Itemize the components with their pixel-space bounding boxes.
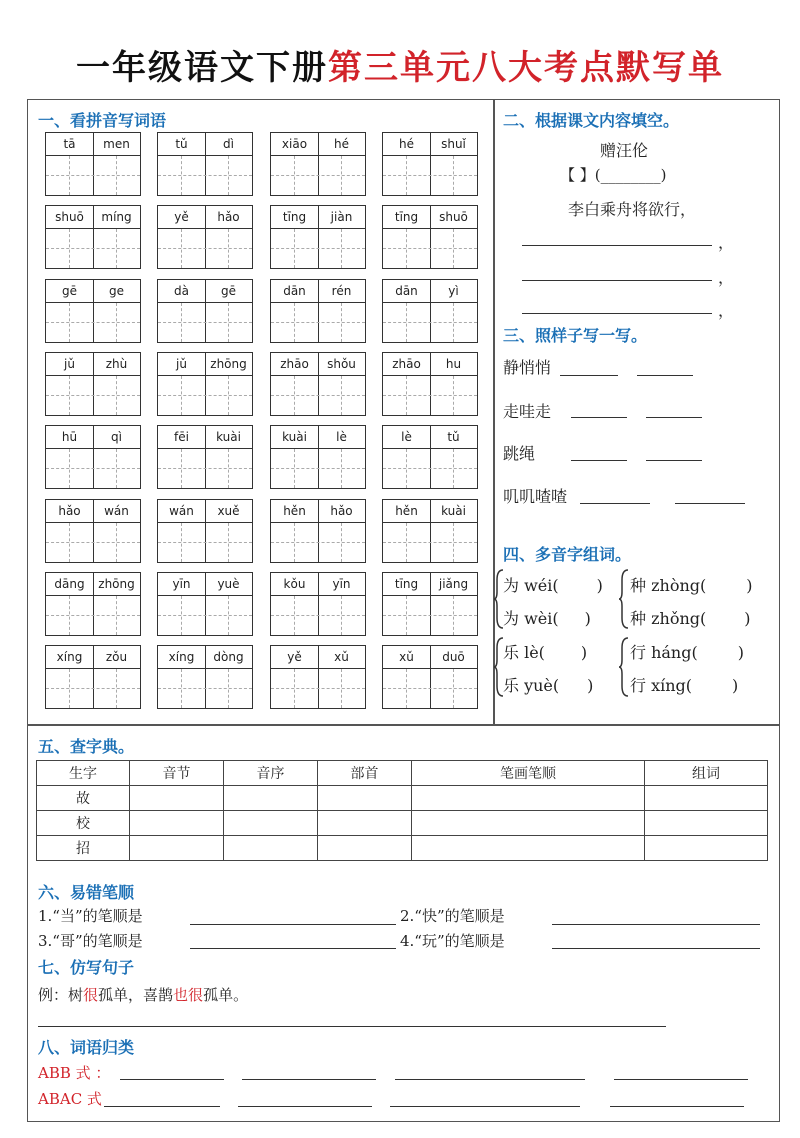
pinyin-syllable: yīn — [318, 573, 365, 596]
polyphone-right-4: 行 xíng( ) — [630, 676, 739, 695]
answer-cell[interactable] — [412, 786, 645, 811]
word-writing-box[interactable] — [157, 645, 253, 709]
pinyin-syllable: xíng — [158, 646, 206, 669]
pinyin-syllable: tǔ — [158, 133, 206, 156]
guide-line — [453, 303, 454, 342]
abb-blank-3[interactable] — [395, 1079, 585, 1080]
poem-blank-4[interactable] — [522, 313, 712, 314]
guide-line — [116, 449, 117, 488]
pinyin-syllable: hu — [430, 353, 477, 376]
abb-label: ABB 式 ： — [38, 1064, 111, 1082]
pinyin-syllable: hěn — [271, 500, 319, 523]
example-item-3: 跳绳 — [503, 444, 536, 463]
guide-line — [271, 395, 365, 396]
guide-line — [228, 669, 229, 708]
pinyin-syllable: yīn — [158, 573, 206, 596]
guide-line — [46, 395, 140, 396]
pinyin-syllable: tǔ — [430, 426, 477, 449]
col-header: 部首 — [318, 761, 412, 786]
guide-line — [453, 449, 454, 488]
example-item-4: 叽叽喳喳 — [503, 487, 568, 506]
guide-line — [406, 376, 407, 415]
answer-cell[interactable] — [130, 811, 224, 836]
comma-2: ， — [718, 233, 735, 252]
table-row — [37, 786, 768, 811]
pinyin-syllable: hǎo — [46, 500, 94, 523]
pinyin-syllable: dòng — [205, 646, 252, 669]
pinyin-syllable: jiǎng — [430, 573, 477, 596]
col-header: 组词 — [645, 761, 768, 786]
guide-line — [341, 669, 342, 708]
pinyin-syllable: hé — [318, 133, 365, 156]
word-writing-box[interactable] — [45, 132, 141, 196]
pinyin-syllable: dān — [383, 280, 431, 303]
guide-line — [181, 229, 182, 268]
guide-line — [406, 523, 407, 562]
word-writing-box[interactable] — [382, 425, 478, 489]
col-header: 生字 — [37, 761, 130, 786]
blank-3-1a[interactable] — [560, 375, 618, 376]
word-writing-box[interactable] — [382, 572, 478, 636]
word-writing-box[interactable] — [382, 132, 478, 196]
guide-line — [69, 523, 70, 562]
guide-line — [341, 156, 342, 195]
guide-line — [406, 669, 407, 708]
guide-line — [228, 229, 229, 268]
answer-cell[interactable] — [412, 836, 645, 861]
answer-cell[interactable] — [412, 811, 645, 836]
abac-blank-1[interactable] — [104, 1106, 220, 1107]
pinyin-syllable: men — [93, 133, 140, 156]
section-5-heading: 五、查字典。 — [38, 737, 135, 756]
pinyin-syllable: dān — [271, 280, 319, 303]
guide-line — [271, 175, 365, 176]
char-cell: 故 — [37, 786, 130, 811]
abac-blank-3[interactable] — [390, 1106, 580, 1107]
guide-line — [406, 596, 407, 635]
section-1-heading: 一、看拼音写词语 — [38, 111, 167, 130]
poem-title: 赠汪伦 — [600, 141, 649, 160]
col-header: 笔画笔顺 — [412, 761, 645, 786]
guide-line — [383, 615, 477, 616]
polyphone-left-4: 乐 yuè( ) — [503, 676, 594, 695]
guide-line — [116, 303, 117, 342]
poem-blank-2[interactable] — [522, 245, 712, 246]
word-writing-box[interactable] — [157, 132, 253, 196]
guide-line — [158, 688, 252, 689]
word-writing-box[interactable] — [45, 572, 141, 636]
guide-line — [158, 175, 252, 176]
guide-line — [453, 596, 454, 635]
abac-blank-2[interactable] — [238, 1106, 372, 1107]
blank-3-4a[interactable] — [580, 503, 650, 504]
pinyin-syllable: kuài — [430, 500, 477, 523]
pinyin-syllable: hěn — [383, 500, 431, 523]
pinyin-syllable: shuǐ — [430, 133, 477, 156]
section-6-heading: 六、易错笔顺 — [38, 883, 135, 902]
guide-line — [383, 688, 477, 689]
guide-line — [46, 322, 140, 323]
pinyin-syllable: yuè — [205, 573, 252, 596]
guide-line — [271, 688, 365, 689]
polyphone-right-2: 种 zhǒng( ) — [630, 609, 751, 628]
pinyin-syllable: shuō — [430, 206, 477, 229]
word-writing-box[interactable] — [157, 352, 253, 416]
answer-cell[interactable] — [224, 836, 318, 861]
guide-line — [116, 523, 117, 562]
example-sentence: 例：树很孤单，喜鹊也很孤单。 — [38, 986, 249, 1004]
table-row — [37, 836, 768, 861]
guide-line — [406, 303, 407, 342]
guide-line — [158, 468, 252, 469]
guide-line — [116, 669, 117, 708]
char-cell: 招 — [37, 836, 130, 861]
word-writing-box[interactable] — [270, 132, 366, 196]
page-title: 一年级语文下册第三单元八大考点默写单 — [76, 48, 724, 88]
word-writing-box[interactable] — [45, 645, 141, 709]
word-writing-box[interactable] — [382, 352, 478, 416]
guide-line — [271, 248, 365, 249]
pinyin-syllable: rén — [318, 280, 365, 303]
guide-line — [69, 229, 70, 268]
abac-blank-4[interactable] — [610, 1106, 744, 1107]
comma-3: ， — [718, 268, 735, 287]
word-writing-box[interactable] — [157, 425, 253, 489]
guide-line — [294, 156, 295, 195]
blank-3-4b[interactable] — [675, 503, 745, 504]
stroke-blank-3[interactable] — [190, 948, 396, 949]
table-header-row — [37, 761, 768, 786]
table-row — [37, 811, 768, 836]
guide-line — [181, 449, 182, 488]
guide-line — [158, 615, 252, 616]
polyphone-left-2: 为 wèi( ) — [503, 609, 591, 628]
guide-line — [69, 596, 70, 635]
blank-3-2b[interactable] — [646, 417, 702, 418]
guide-line — [69, 449, 70, 488]
sentence-blank[interactable] — [38, 1026, 666, 1027]
answer-cell[interactable] — [318, 786, 412, 811]
pinyin-syllable: zhāo — [383, 353, 431, 376]
word-writing-box[interactable] — [45, 352, 141, 416]
pinyin-syllable: zhōng — [93, 573, 140, 596]
poem-line-1: 李白乘舟将欲行， — [568, 200, 697, 219]
guide-line — [181, 376, 182, 415]
abb-blank-4[interactable] — [614, 1079, 748, 1080]
word-writing-box[interactable] — [382, 279, 478, 343]
guide-line — [158, 542, 252, 543]
example-item-1: 静悄悄 — [503, 358, 552, 377]
guide-line — [453, 156, 454, 195]
answer-cell[interactable] — [318, 811, 412, 836]
guide-line — [294, 449, 295, 488]
abb-blank-1[interactable] — [120, 1079, 224, 1080]
guide-line — [341, 229, 342, 268]
pinyin-syllable: wán — [158, 500, 206, 523]
section-4-heading: 四、多音字组词。 — [503, 545, 632, 564]
guide-line — [116, 156, 117, 195]
pinyin-syllable: duō — [430, 646, 477, 669]
pinyin-syllable: wán — [93, 500, 140, 523]
pinyin-syllable: fēi — [158, 426, 206, 449]
pinyin-syllable: gē — [205, 280, 252, 303]
guide-line — [294, 523, 295, 562]
pinyin-syllable: jiàn — [318, 206, 365, 229]
poem-blank-3[interactable] — [522, 280, 712, 281]
pinyin-syllable: xǔ — [383, 646, 431, 669]
guide-line — [46, 248, 140, 249]
pinyin-syllable: dāng — [46, 573, 94, 596]
guide-line — [341, 303, 342, 342]
word-writing-box[interactable] — [270, 645, 366, 709]
word-writing-box[interactable] — [157, 279, 253, 343]
guide-line — [181, 156, 182, 195]
word-writing-box[interactable] — [382, 645, 478, 709]
pinyin-syllable: míng — [93, 206, 140, 229]
guide-line — [383, 322, 477, 323]
answer-cell[interactable] — [224, 786, 318, 811]
pinyin-syllable: shǒu — [318, 353, 365, 376]
pinyin-syllable: shuō — [46, 206, 94, 229]
section-7-heading: 七、仿写句子 — [38, 958, 135, 977]
word-writing-box[interactable] — [270, 425, 366, 489]
guide-line — [341, 449, 342, 488]
guide-line — [271, 322, 365, 323]
guide-line — [181, 523, 182, 562]
guide-line — [181, 303, 182, 342]
guide-line — [116, 596, 117, 635]
stroke-item-3: 3.“哥”的笔顺是 — [38, 932, 143, 950]
stroke-blank-4[interactable] — [552, 948, 760, 949]
answer-cell[interactable] — [645, 836, 768, 861]
guide-line — [228, 449, 229, 488]
pinyin-syllable: jǔ — [46, 353, 94, 376]
pinyin-syllable: hé — [383, 133, 431, 156]
guide-line — [341, 376, 342, 415]
stroke-item-2: 2.“快”的笔顺是 — [400, 907, 505, 925]
guide-line — [453, 229, 454, 268]
example-item-2: 走哇走 — [503, 402, 552, 421]
pinyin-syllable: dà — [158, 280, 206, 303]
word-writing-box[interactable] — [157, 499, 253, 563]
guide-line — [46, 615, 140, 616]
answer-cell[interactable] — [130, 836, 224, 861]
answer-cell[interactable] — [224, 811, 318, 836]
guide-line — [294, 596, 295, 635]
guide-line — [116, 229, 117, 268]
guide-line — [271, 615, 365, 616]
blank-3-1b[interactable] — [637, 375, 693, 376]
word-writing-box[interactable] — [270, 352, 366, 416]
polyphone-left-1: 为 wéi( ) — [503, 576, 603, 595]
blank-3-3b[interactable] — [646, 460, 702, 461]
dictionary-table — [36, 760, 768, 861]
word-writing-box[interactable] — [157, 205, 253, 269]
word-writing-box[interactable] — [382, 499, 478, 563]
section-divider — [27, 724, 780, 726]
section-3-heading: 三、照样子写一写。 — [503, 326, 648, 345]
author-line: 【 】(________) — [560, 166, 667, 184]
guide-line — [453, 523, 454, 562]
col-header: 音序 — [224, 761, 318, 786]
pinyin-syllable: zhōng — [205, 353, 252, 376]
pinyin-syllable: yì — [430, 280, 477, 303]
pinyin-syllable: hǎo — [318, 500, 365, 523]
pinyin-syllable: hū — [46, 426, 94, 449]
guide-line — [453, 669, 454, 708]
stroke-item-4: 4.“玩”的笔顺是 — [400, 932, 505, 950]
answer-cell[interactable] — [645, 786, 768, 811]
word-writing-box[interactable] — [270, 572, 366, 636]
blank-3-3a[interactable] — [571, 460, 627, 461]
guide-line — [46, 468, 140, 469]
polyphone-left-3: 乐 lè( ) — [503, 643, 588, 662]
guide-line — [271, 542, 365, 543]
polyphone-right-1: 种 zhòng( ) — [630, 576, 753, 595]
word-writing-box[interactable] — [45, 425, 141, 489]
guide-line — [46, 688, 140, 689]
guide-line — [406, 229, 407, 268]
guide-line — [69, 303, 70, 342]
guide-line — [453, 376, 454, 415]
word-writing-box[interactable] — [45, 499, 141, 563]
section-8-heading: 八、词语归类 — [38, 1038, 135, 1057]
abb-blank-2[interactable] — [242, 1079, 376, 1080]
guide-line — [271, 468, 365, 469]
word-writing-box[interactable] — [45, 205, 141, 269]
answer-cell[interactable] — [130, 786, 224, 811]
guide-line — [228, 523, 229, 562]
guide-line — [294, 303, 295, 342]
guide-line — [228, 156, 229, 195]
blank-3-2a[interactable] — [571, 417, 627, 418]
pinyin-syllable: dì — [205, 133, 252, 156]
guide-line — [383, 248, 477, 249]
pinyin-syllable: lè — [383, 426, 431, 449]
guide-line — [69, 669, 70, 708]
pinyin-syllable: xiāo — [271, 133, 319, 156]
answer-cell[interactable] — [645, 811, 768, 836]
word-writing-box[interactable] — [270, 499, 366, 563]
stroke-blank-2[interactable] — [552, 924, 760, 925]
word-writing-box[interactable] — [157, 572, 253, 636]
guide-line — [341, 523, 342, 562]
pinyin-syllable: yě — [158, 206, 206, 229]
pinyin-syllable: tīng — [383, 206, 431, 229]
pinyin-syllable: qì — [93, 426, 140, 449]
guide-line — [158, 248, 252, 249]
guide-line — [181, 596, 182, 635]
stroke-blank-1[interactable] — [190, 924, 396, 925]
guide-line — [228, 303, 229, 342]
pinyin-syllable: hǎo — [205, 206, 252, 229]
guide-line — [116, 376, 117, 415]
pinyin-syllable: zhāo — [271, 353, 319, 376]
pinyin-syllable: xíng — [46, 646, 94, 669]
guide-line — [158, 395, 252, 396]
guide-line — [228, 596, 229, 635]
guide-line — [294, 229, 295, 268]
word-writing-box[interactable] — [270, 205, 366, 269]
guide-line — [294, 669, 295, 708]
guide-line — [406, 156, 407, 195]
char-cell: 校 — [37, 811, 130, 836]
pinyin-syllable: kuài — [271, 426, 319, 449]
pinyin-syllable: xuě — [205, 500, 252, 523]
guide-line — [46, 542, 140, 543]
guide-line — [383, 395, 477, 396]
guide-line — [341, 596, 342, 635]
word-writing-box[interactable] — [45, 279, 141, 343]
pinyin-syllable: zǒu — [93, 646, 140, 669]
guide-line — [383, 175, 477, 176]
pinyin-syllable: ge — [93, 280, 140, 303]
stroke-item-1: 1.“当”的笔顺是 — [38, 907, 143, 925]
pinyin-syllable: tīng — [383, 573, 431, 596]
pinyin-syllable: xǔ — [318, 646, 365, 669]
word-writing-box[interactable] — [382, 205, 478, 269]
guide-line — [228, 376, 229, 415]
guide-line — [69, 156, 70, 195]
pinyin-syllable: tā — [46, 133, 94, 156]
pinyin-syllable: jǔ — [158, 353, 206, 376]
abac-label: ABAC 式 — [38, 1090, 102, 1108]
pinyin-syllable: zhù — [93, 353, 140, 376]
pinyin-syllable: kǒu — [271, 573, 319, 596]
pinyin-syllable: tīng — [271, 206, 319, 229]
guide-line — [158, 322, 252, 323]
guide-line — [383, 542, 477, 543]
polyphone-right-3: 行 háng( ) — [630, 643, 744, 662]
guide-line — [294, 376, 295, 415]
guide-line — [69, 376, 70, 415]
word-writing-box[interactable] — [270, 279, 366, 343]
pinyin-syllable: yě — [271, 646, 319, 669]
col-header: 音节 — [130, 761, 224, 786]
pinyin-syllable: kuài — [205, 426, 252, 449]
pinyin-syllable: gē — [46, 280, 94, 303]
section-2-heading: 二、根据课文内容填空。 — [503, 111, 680, 130]
guide-line — [181, 669, 182, 708]
pinyin-syllable: lè — [318, 426, 365, 449]
answer-cell[interactable] — [318, 836, 412, 861]
guide-line — [383, 468, 477, 469]
guide-line — [406, 449, 407, 488]
guide-line — [46, 175, 140, 176]
comma-4: ， — [718, 301, 735, 320]
